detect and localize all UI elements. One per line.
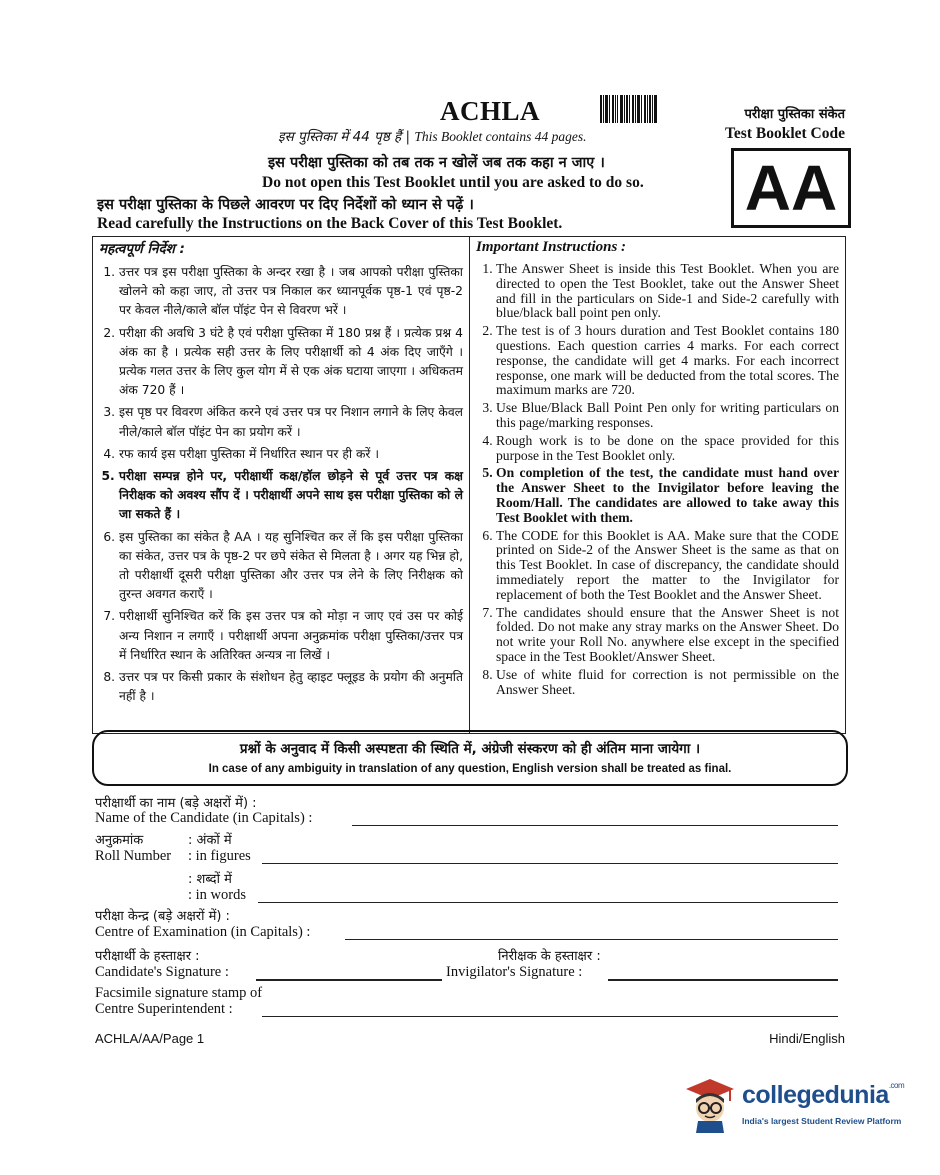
invigilator-signature-label-english: Invigilator's Signature : xyxy=(446,964,583,980)
invigilator-signature-label-hindi: निरीक्षक के हस्ताक्षर : xyxy=(498,949,601,964)
english-instructions-column xyxy=(470,237,845,733)
words-label-hindi: : शब्दों में xyxy=(188,872,232,887)
hindi-instruction-4: 4. रफ कार्य इस परीक्षा पुस्तिका में निर्धारित स्थान पर ही करें । xyxy=(119,445,463,464)
translation-note-hindi: प्रश्नों के अनुवाद में किसी अस्पष्टता की स्थिति में, अंग्रेजी संस्करण को ही अंतिम माना जायेगा । xyxy=(239,741,701,757)
english-instruction-3: 3. Use Blue/Black Ball Point Pen only for writing particulars on this page/marking responses. xyxy=(496,401,839,431)
hindi-instructions-list xyxy=(93,263,469,706)
superintendent-stamp-line[interactable] xyxy=(262,1016,838,1017)
collegedunia-watermark xyxy=(680,1075,910,1135)
name-input-line[interactable] xyxy=(352,825,838,826)
hindi-instruction-2: 2. परीक्षा की अवधि 3 घंटे है एवं परीक्षा पुस्तिका में 180 प्रश्न हैं । प्रत्येक प्रश्न 4 अंक का है । प्रत्येक सही उत्तर के लिए परीक्षार्थी को 4 अंक दिए जाएँगे । प्रत्येक गलत उत्तर के लिए कुल योग में से एक अंक घटाया जाएगा । अधिकतम अंक 720 हैं । xyxy=(119,324,463,401)
read-back-hindi: इस परीक्षा पुस्तिका के पिछले आवरण पर दिए निर्देशों को ध्यान से पढ़ें । xyxy=(97,197,474,213)
candidate-signature-line[interactable] xyxy=(256,979,442,981)
english-instructions-list xyxy=(470,262,845,697)
translation-note-box xyxy=(92,730,848,786)
centre-input-line[interactable] xyxy=(345,939,838,940)
english-instruction-7: 7. The candidates should ensure that the Answer Sheet is not folded. Do not make any stray marks on the Answer Sheet. Do not write your Roll No. anywhere else except in the specified space in the Test Booklet/Answer Sheet. xyxy=(496,606,839,665)
brand-name xyxy=(742,1081,904,1110)
roll-label-english: Roll Number xyxy=(95,848,172,864)
dont-open-english: Do not open this Test Booklet until you are asked to do so. xyxy=(262,174,644,191)
page-reference: ACHLA/AA/Page 1 xyxy=(95,1031,205,1046)
hindi-instruction-6: 6. इस पुस्तिका का संकेत है AA । यह सुनिश्चित कर लें कि इस परीक्षा पुस्तिका का संकेत, उत्तर पत्र के पृष्ठ-2 पर छपे संकेत से मिलता है । अगर यह भिन्न हो, तो परीक्षार्थी दूसरी परीक्षा पुस्तिका और उत्तर पत्र लेने के लिए निरीक्षक को तुरन्त अवगत कराएँ । xyxy=(119,528,463,605)
language-label: Hindi/English xyxy=(769,1031,845,1046)
hindi-instruction-8: 8. उत्तर पत्र पर किसी प्रकार के संशोधन हेतु व्हाइट फ्लूइड के प्रयोग की अनुमति नहीं है । xyxy=(119,668,463,706)
candidate-signature-label-english: Candidate's Signature : xyxy=(95,964,229,980)
english-instruction-1: 1. The Answer Sheet is inside this Test Booklet. When you are directed to open the Test Booklet, take out the Answer Sheet and fill in the particulars on Side-1 and Side-2 carefully with blue/black ball point pen only. xyxy=(496,262,839,321)
centre-label-hindi: परीक्षा केन्द्र (बड़े अक्षरों में) : xyxy=(95,909,230,924)
centre-label-english: Centre of Examination (in Capitals) : xyxy=(95,924,311,940)
name-label-english: Name of the Candidate (in Capitals) : xyxy=(95,810,313,826)
english-instruction-6: 6. The CODE for this Booklet is AA. Make sure that the CODE printed on Side-2 of the Answer Sheet is the same as that on this Test Booklet. In case of discrepancy, the candidate should immediately report the matter to the Invigilator for replacement of both the Test Booklet and the Answer Sheet. xyxy=(496,529,839,603)
test-booklet-code-box: AA xyxy=(731,148,851,228)
code-label-english: Test Booklet Code xyxy=(725,125,845,142)
candidate-signature-label-hindi: परीक्षार्थी के हस्ताक्षर : xyxy=(95,949,200,964)
name-label-hindi: परीक्षार्थी का नाम (बड़े अक्षरों में) : xyxy=(95,796,257,811)
roll-figures-input-line[interactable] xyxy=(262,863,838,864)
pages-hindi: इस पुस्तिका में 44 पृष्ठ हैं xyxy=(278,129,402,145)
hindi-instruction-3: 3. इस पृष्ठ पर विवरण अंकित करने एवं उत्तर पत्र पर निशान लगाने के लिए केवल नीले/काले बॉल पॉइंट पेन का प्रयोग करें । xyxy=(119,403,463,441)
hindi-instructions-title: महत्वपूर्ण निर्देश : xyxy=(99,241,185,257)
invigilator-signature-line[interactable] xyxy=(608,979,838,981)
english-instructions-title: Important Instructions : xyxy=(476,239,627,255)
english-instruction-4: 4. Rough work is to be done on the space provided for this purpose in the Test Booklet only. xyxy=(496,434,839,464)
figures-label-hindi: : अंकों में xyxy=(188,833,232,848)
hindi-instruction-5: 5. परीक्षा सम्पन्न होने पर, परीक्षार्थी कक्ष/हॉल छोड़ने से पूर्व उत्तर पत्र कक्ष निरीक्षक को अवश्य सौंप दें । परीक्षार्थी अपने साथ इस परीक्षा पुस्तिका को ले जा सकते हैं । xyxy=(119,467,463,525)
brand-tagline: India's largest Student Review Platform xyxy=(742,1116,902,1126)
roll-label-hindi: अनुक्रमांक xyxy=(95,833,144,848)
brand-tld: .com xyxy=(888,1081,905,1090)
facsimile-label-line1: Facsimile signature stamp of xyxy=(95,985,263,1001)
pages-separator: | xyxy=(405,129,411,145)
english-instruction-8: 8. Use of white fluid for correction is not permissible on the Answer Sheet. xyxy=(496,668,839,698)
code-label-hindi: परीक्षा पुस्तिका संकेत xyxy=(744,107,845,122)
pages-english: This Booklet contains 44 pages. xyxy=(414,129,587,144)
hindi-instruction-1: 1. उत्तर पत्र इस परीक्षा पुस्तिका के अन्दर रखा है । जब आपको परीक्षा पुस्तिका खोलने को कहा जाए, तो उत्तर पत्र निकाल कर ध्यानपूर्वक पृष्ठ-1 एवं पृष्ठ-2 पर केवल नीले/काले बॉल पॉइंट पेन से विवरण भरें । xyxy=(119,263,463,321)
hindi-instruction-7: 7. परीक्षार्थी सुनिश्चित करें कि इस उत्तर पत्र को मोड़ा न जाए एवं उस पर कोई अन्य निशान न लगाएँ । परीक्षार्थी अपना अनुक्रमांक परीक्षा पुस्तिका/उत्तर पत्र में निर्धारित स्थान के अतिरिक्त अन्यत्र ना लिखें । xyxy=(119,607,463,665)
words-label-english: : in words xyxy=(188,887,246,903)
english-instruction-2: 2. The test is of 3 hours duration and Test Booklet contains 180 questions. Each question carries 4 marks. For each correct response, the candidate will get 4 marks. For each incorrect response, one mark will be deducted from the total scores. The maximum marks are 720. xyxy=(496,324,839,398)
english-instruction-5: 5. On completion of the test, the candidate must hand over the Answer Sheet to the Invigilator before leaving the Room/Hall. The candidates are allowed to take away this Test Booklet with them. xyxy=(496,466,839,525)
brand-text: collegedunia xyxy=(742,1081,889,1109)
student-mascot-icon xyxy=(680,1075,738,1133)
hindi-instructions-column xyxy=(93,237,470,733)
translation-note-english: In case of any ambiguity in translation of any question, English version shall be treated as final. xyxy=(208,763,732,775)
booklet-name: ACHLA xyxy=(440,96,541,126)
figures-label-english: : in figures xyxy=(188,848,251,864)
instructions-box xyxy=(92,236,846,734)
read-back-english: Read carefully the Instructions on the Back Cover of this Test Booklet. xyxy=(97,215,563,232)
dont-open-hindi: इस परीक्षा पुस्तिका को तब तक न खोलें जब तक कहा न जाए । xyxy=(268,155,605,171)
roll-words-input-line[interactable] xyxy=(258,902,838,903)
facsimile-label-line2: Centre Superintendent : xyxy=(95,1001,233,1017)
barcode xyxy=(600,95,668,123)
booklet-pages-line xyxy=(278,127,587,145)
